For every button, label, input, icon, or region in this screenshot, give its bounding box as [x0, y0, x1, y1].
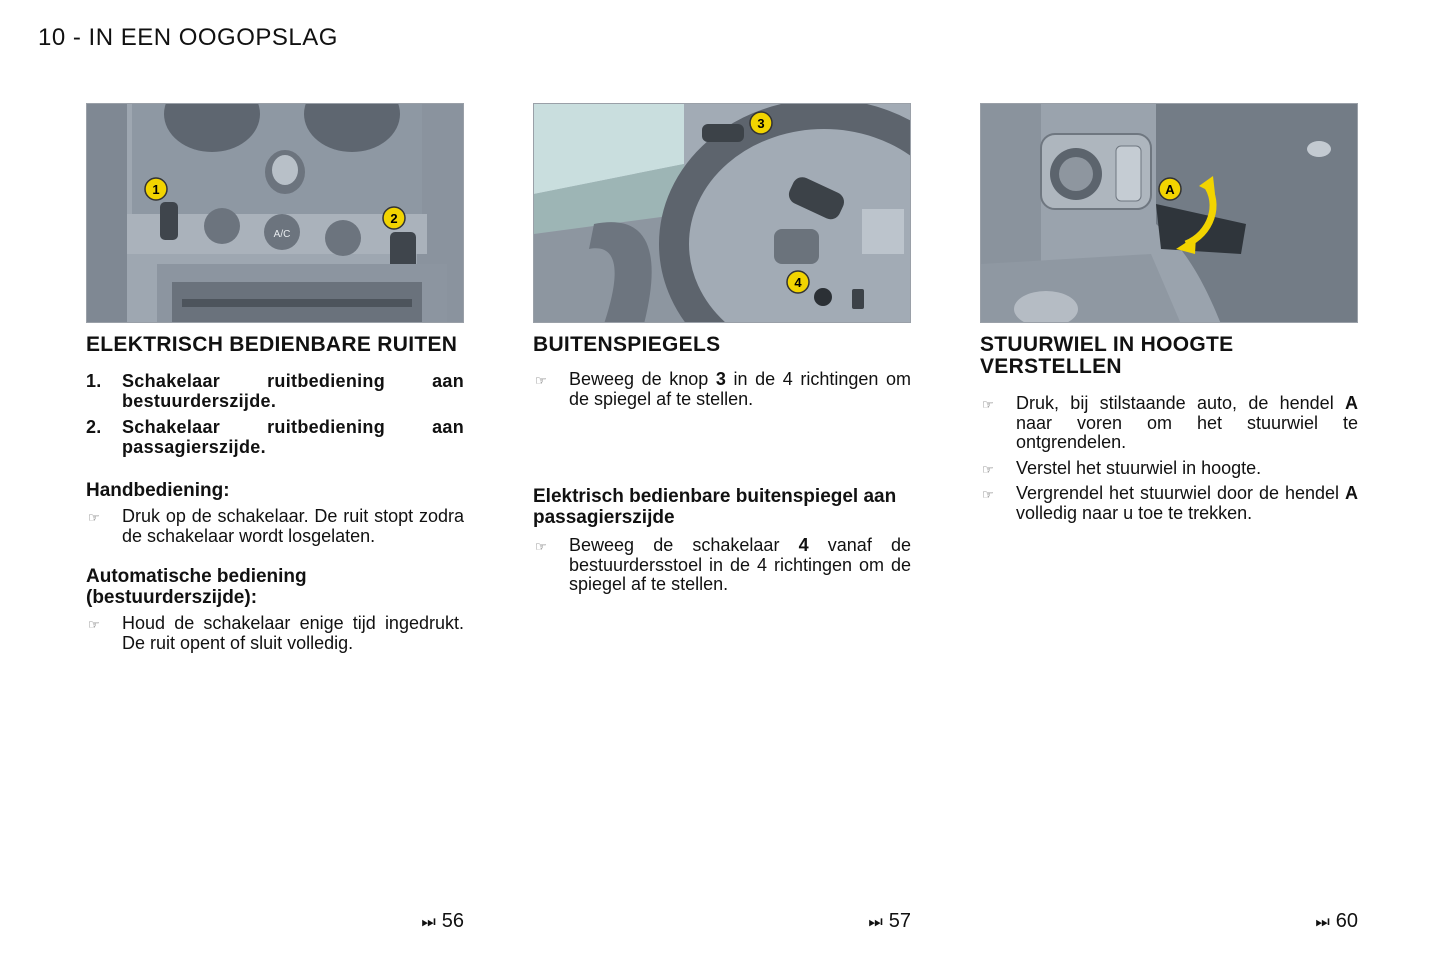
svg-text:1: 1: [152, 182, 160, 197]
list-item: ☞ Vergrendel het stuurwiel door de hendel A volledig naar u toe te trekken.: [982, 483, 1358, 523]
window-switches-illustration: [86, 103, 464, 323]
subheading-passenger-mirror: Elektrisch bedienbare buitenspiegel aan passagierszijde: [533, 486, 897, 528]
list-item: ☞ Beweeg de schakelaar 4 vanaf de bestuurdersstoel in de 4 richtingen om de spiegel af te stellen.: [535, 535, 912, 594]
bullet-list: [533, 370, 911, 409]
pointing-hand-icon: ☞: [982, 487, 994, 502]
skip-forward-icon: ⏭: [421, 914, 436, 931]
page-reference[interactable]: ⏭ 60: [1315, 910, 1358, 932]
bullet-list: [86, 614, 464, 653]
callout-2: [383, 207, 405, 229]
steering-adjust-illustration: [980, 103, 1358, 323]
pointing-hand-icon: ☞: [88, 510, 100, 525]
page-title: 10 - IN EEN OOGOPSLAG: [38, 24, 338, 51]
list-item: 1. Schakelaar ruitbediening aan bestuurderszijde.: [86, 371, 464, 411]
section-title: BUITENSPIEGELS: [533, 333, 721, 356]
callout-1: [145, 178, 167, 200]
list-item: ☞ Houd de schakelaar enige tijd ingedrukt. De ruit opent of sluit volledig.: [88, 613, 464, 653]
callout-4: [787, 271, 809, 293]
pointing-hand-icon: ☞: [535, 539, 547, 554]
svg-text:2: 2: [390, 211, 398, 226]
section-title: STUURWIEL IN HOOGTE VERSTELLEN: [980, 333, 1234, 378]
section-mirrors: [533, 103, 911, 601]
numbered-list: [86, 372, 464, 457]
callout-3: [750, 112, 772, 134]
list-item: ☞ Druk, bij stilstaande auto, de hendel A naar voren om het stuurwiel te ontgrendelen.: [982, 393, 1358, 452]
svg-text:A: A: [1165, 182, 1175, 197]
section-title: ELEKTRISCH BEDIENBARE RUITEN: [86, 333, 458, 356]
pointing-hand-icon: ☞: [535, 373, 547, 388]
bullet-list: [86, 507, 464, 546]
bullet-list: [980, 394, 1358, 523]
skip-forward-icon: ⏭: [868, 914, 883, 931]
pointing-hand-icon: ☞: [88, 617, 100, 632]
page-reference[interactable]: ⏭ 57: [868, 910, 911, 932]
svg-text:4: 4: [794, 275, 802, 290]
section-steering-wheel: [980, 103, 1358, 529]
callout-a: [1159, 178, 1181, 200]
bullet-list: [533, 536, 911, 595]
list-item: ☞ Beweeg de knop 3 in de 4 richtingen om de spiegel af te stellen.: [535, 369, 911, 409]
page-reference[interactable]: ⏭ 56: [421, 910, 464, 932]
ac-button-label: A/C: [273, 229, 291, 240]
section-electric-windows: [86, 103, 464, 659]
list-item: ☞ Verstel het stuurwiel in hoogte.: [982, 457, 1262, 478]
subheading-manual: Handbediening:: [86, 480, 230, 501]
svg-text:3: 3: [757, 116, 765, 131]
subheading-automatic: Automatische bediening (bestuurderszijde):: [86, 566, 307, 608]
pointing-hand-icon: ☞: [982, 397, 994, 412]
mirror-controls-illustration: [533, 103, 911, 323]
skip-forward-icon: ⏭: [1315, 914, 1330, 931]
pointing-hand-icon: ☞: [982, 461, 994, 477]
list-item: ☞ Druk op de schakelaar. De ruit stopt zodra de schakelaar wordt losgelaten.: [88, 506, 464, 546]
list-item: 2. Schakelaar ruitbediening aan passagierszijde.: [86, 417, 464, 457]
